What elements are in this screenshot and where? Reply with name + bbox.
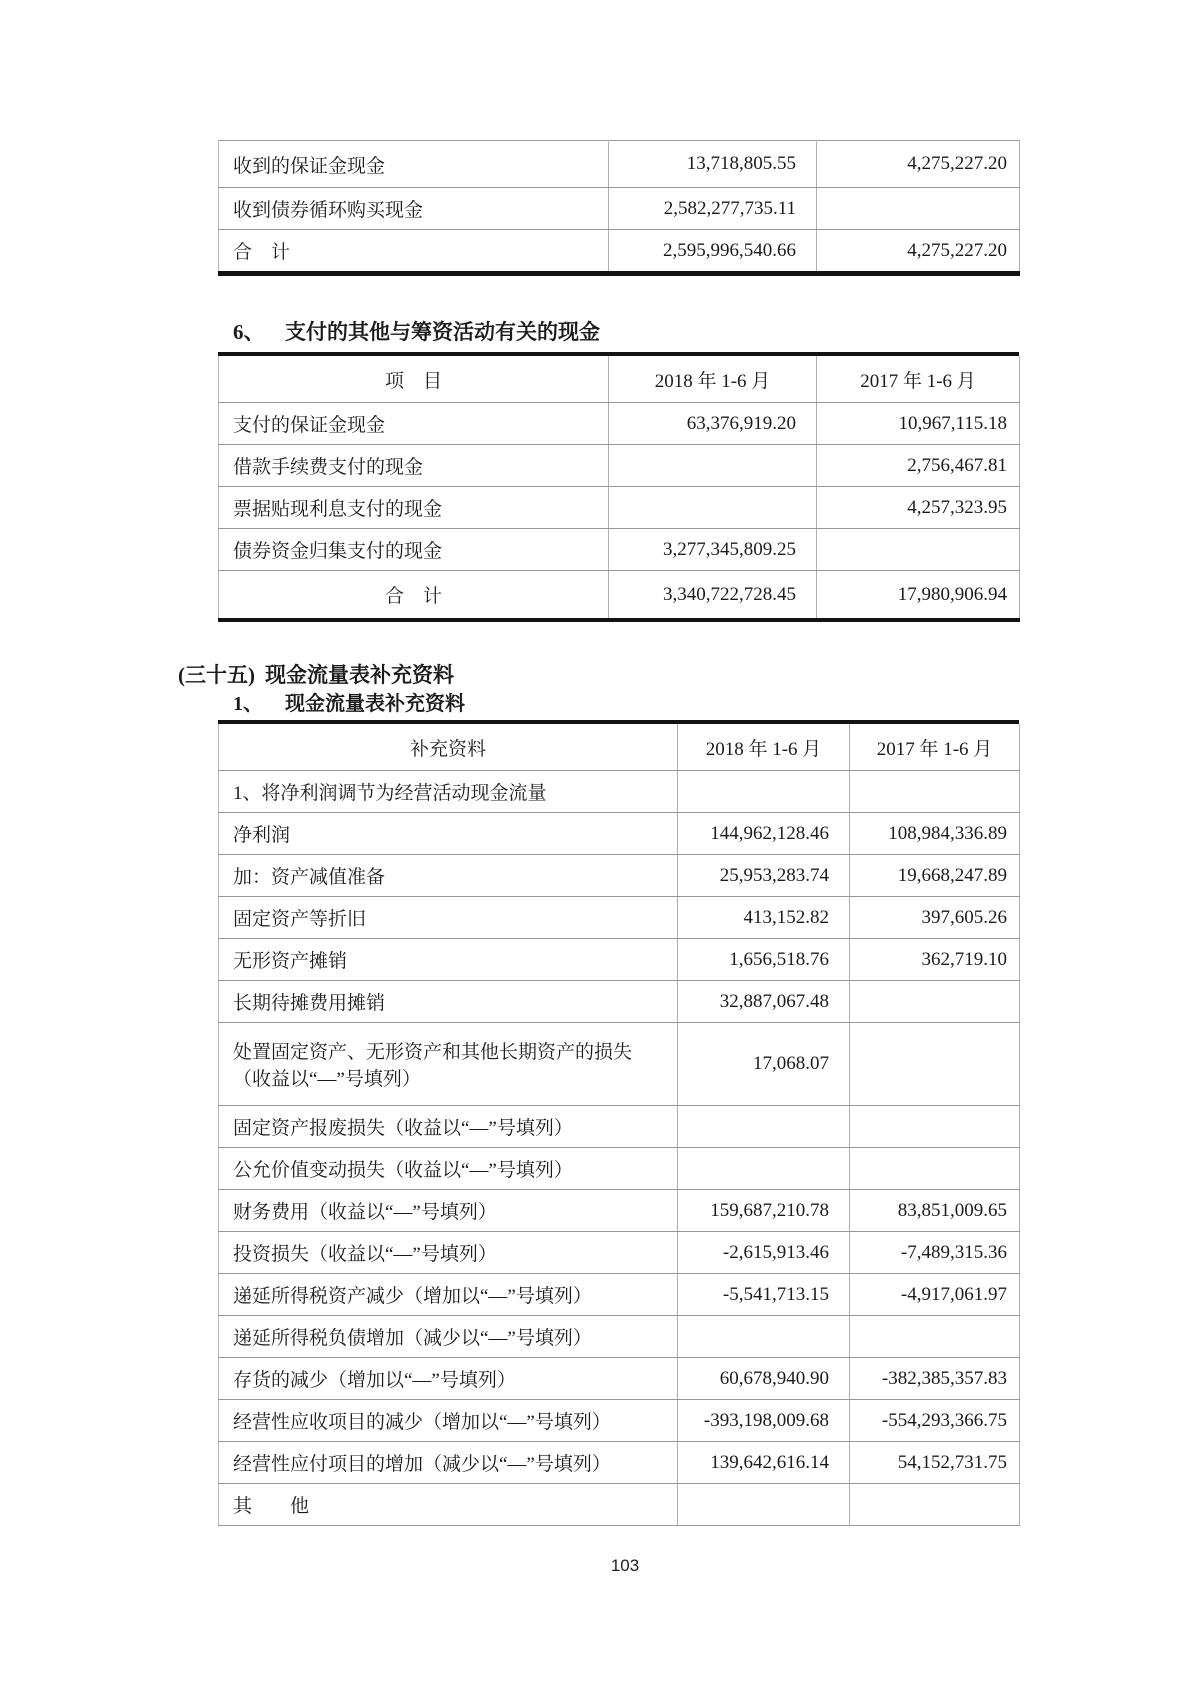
row-label-line2: （收益以“—”号填列） <box>233 1069 421 1090</box>
row-label: 公允价值变动损失（收益以“—”号填列） <box>219 1148 678 1190</box>
column-header-2017: 2017 年 1-6 月 <box>850 724 1020 771</box>
row-label: 无形资产摊销 <box>219 939 678 981</box>
row-label: 递延所得税资产减少（增加以“—”号填列） <box>219 1274 678 1316</box>
value-2018: 13,718,805.55 <box>609 141 817 188</box>
table-row <box>219 1484 1020 1526</box>
section6-heading <box>218 318 1019 356</box>
table-row <box>219 813 1020 855</box>
section35-title: 现金流量表补充资料 <box>265 663 454 687</box>
value-2018 <box>678 771 850 813</box>
value-2017: 4,275,227.20 <box>817 230 1020 274</box>
table-row <box>219 1023 1020 1106</box>
table-row <box>219 1106 1020 1148</box>
section6-table <box>218 356 1020 622</box>
table-row <box>219 1148 1020 1190</box>
value-2018 <box>678 1316 850 1358</box>
table-row <box>219 1316 1020 1358</box>
row-label: 递延所得税负债增加（减少以“—”号填列） <box>219 1316 678 1358</box>
table-row <box>219 939 1020 981</box>
value-2017 <box>817 188 1020 230</box>
table-row <box>219 188 1020 230</box>
value-2018: 60,678,940.90 <box>678 1358 850 1400</box>
value-2017 <box>817 529 1020 571</box>
value-2017: 54,152,731.75 <box>850 1442 1020 1484</box>
table-row <box>219 141 1020 188</box>
total-row <box>219 571 1020 621</box>
subsection1-title: 现金流量表补充资料 <box>285 693 465 715</box>
value-2017 <box>850 981 1020 1023</box>
subsection1-heading <box>218 692 1019 724</box>
value-2017: -7,489,315.36 <box>850 1232 1020 1274</box>
value-2018 <box>609 487 817 529</box>
value-2018: 63,376,919.20 <box>609 403 817 445</box>
value-2017: 4,257,323.95 <box>817 487 1020 529</box>
row-label: 收到的保证金现金 <box>219 141 609 188</box>
table-row <box>219 1358 1020 1400</box>
row-label: 固定资产报废损失（收益以“—”号填列） <box>219 1106 678 1148</box>
table-row <box>219 771 1020 813</box>
value-2018: -2,615,913.46 <box>678 1232 850 1274</box>
row-label: 加：资产减值准备 <box>219 855 678 897</box>
section35-number: (三十五) <box>178 663 255 687</box>
row-label: 经营性应付项目的增加（减少以“—”号填列） <box>219 1442 678 1484</box>
value-2017 <box>850 1148 1020 1190</box>
value-2017: -382,385,357.83 <box>850 1358 1020 1400</box>
row-label: 1、将净利润调节为经营活动现金流量 <box>219 771 678 813</box>
row-label: 借款手续费支付的现金 <box>219 445 609 487</box>
column-header-item: 项 目 <box>219 356 609 403</box>
table-row <box>219 1400 1020 1442</box>
column-header-item: 补充资料 <box>219 724 678 771</box>
value-2018: 144,962,128.46 <box>678 813 850 855</box>
value-2018: 3,340,722,728.45 <box>609 571 817 621</box>
value-2017: 4,275,227.20 <box>817 141 1020 188</box>
value-2018: 159,687,210.78 <box>678 1190 850 1232</box>
value-2017: 83,851,009.65 <box>850 1190 1020 1232</box>
table-row <box>219 1442 1020 1484</box>
total-row <box>219 230 1020 274</box>
value-2017: 19,668,247.89 <box>850 855 1020 897</box>
row-label: 固定资产等折旧 <box>219 897 678 939</box>
value-2018: 1,656,518.76 <box>678 939 850 981</box>
value-2018: 2,595,996,540.66 <box>609 230 817 274</box>
value-2017 <box>850 1484 1020 1526</box>
table-row <box>219 529 1020 571</box>
value-2018: 17,068.07 <box>678 1023 850 1106</box>
table-row <box>219 855 1020 897</box>
row-label: 经营性应收项目的减少（增加以“—”号填列） <box>219 1400 678 1442</box>
section35-heading <box>178 662 454 688</box>
value-2017: 2,756,467.81 <box>817 445 1020 487</box>
section6-number: 6、 <box>233 320 265 344</box>
header-row <box>219 724 1020 771</box>
table-row <box>219 487 1020 529</box>
table-row <box>219 981 1020 1023</box>
value-2018: -5,541,713.15 <box>678 1274 850 1316</box>
column-header-2018: 2018 年 1-6 月 <box>609 356 817 403</box>
row-label: 财务费用（收益以“—”号填列） <box>219 1190 678 1232</box>
column-header-2018: 2018 年 1-6 月 <box>678 724 850 771</box>
row-label: 净利润 <box>219 813 678 855</box>
subsection1-number: 1、 <box>233 693 263 715</box>
table-row <box>219 1190 1020 1232</box>
row-label: 其 他 <box>219 1484 678 1526</box>
value-2018 <box>678 1484 850 1526</box>
value-2018: 413,152.82 <box>678 897 850 939</box>
value-2017 <box>850 1023 1020 1106</box>
value-2017 <box>850 1106 1020 1148</box>
row-label: 存货的减少（增加以“—”号填列） <box>219 1358 678 1400</box>
value-2018: -393,198,009.68 <box>678 1400 850 1442</box>
value-2017: -554,293,366.75 <box>850 1400 1020 1442</box>
header-row <box>219 356 1020 403</box>
row-label <box>219 1023 678 1106</box>
row-label: 合 计 <box>219 230 609 274</box>
row-label: 债券资金归集支付的现金 <box>219 529 609 571</box>
row-label: 合 计 <box>219 571 609 621</box>
value-2017: 17,980,906.94 <box>817 571 1020 621</box>
row-label: 收到债券循环购买现金 <box>219 188 609 230</box>
value-2018 <box>678 1106 850 1148</box>
row-label: 长期待摊费用摊销 <box>219 981 678 1023</box>
row-label-line1: 处置固定资产、无形资产和其他长期资产的损失 <box>233 1042 633 1063</box>
value-2018 <box>609 445 817 487</box>
table-row <box>219 1232 1020 1274</box>
column-header-2017: 2017 年 1-6 月 <box>817 356 1020 403</box>
value-2018: 2,582,277,735.11 <box>609 188 817 230</box>
section6-title: 支付的其他与筹资活动有关的现金 <box>285 320 600 344</box>
row-label: 票据贴现利息支付的现金 <box>219 487 609 529</box>
table-row <box>219 445 1020 487</box>
value-2017: 397,605.26 <box>850 897 1020 939</box>
value-2017: -4,917,061.97 <box>850 1274 1020 1316</box>
table-row <box>219 1274 1020 1316</box>
value-2018: 139,642,616.14 <box>678 1442 850 1484</box>
value-2017 <box>850 771 1020 813</box>
value-2018: 3,277,345,809.25 <box>609 529 817 571</box>
row-label: 支付的保证金现金 <box>219 403 609 445</box>
value-2017 <box>850 1316 1020 1358</box>
value-2017: 108,984,336.89 <box>850 813 1020 855</box>
supplementary-table <box>218 724 1020 1526</box>
value-2018 <box>678 1148 850 1190</box>
table-row <box>219 403 1020 445</box>
carryover-table <box>218 140 1020 276</box>
row-label: 投资损失（收益以“—”号填列） <box>219 1232 678 1274</box>
value-2018: 25,953,283.74 <box>678 855 850 897</box>
value-2017: 362,719.10 <box>850 939 1020 981</box>
value-2018: 32,887,067.48 <box>678 981 850 1023</box>
value-2017: 10,967,115.18 <box>817 403 1020 445</box>
table-row <box>219 897 1020 939</box>
page-number: 103 <box>610 1556 640 1575</box>
